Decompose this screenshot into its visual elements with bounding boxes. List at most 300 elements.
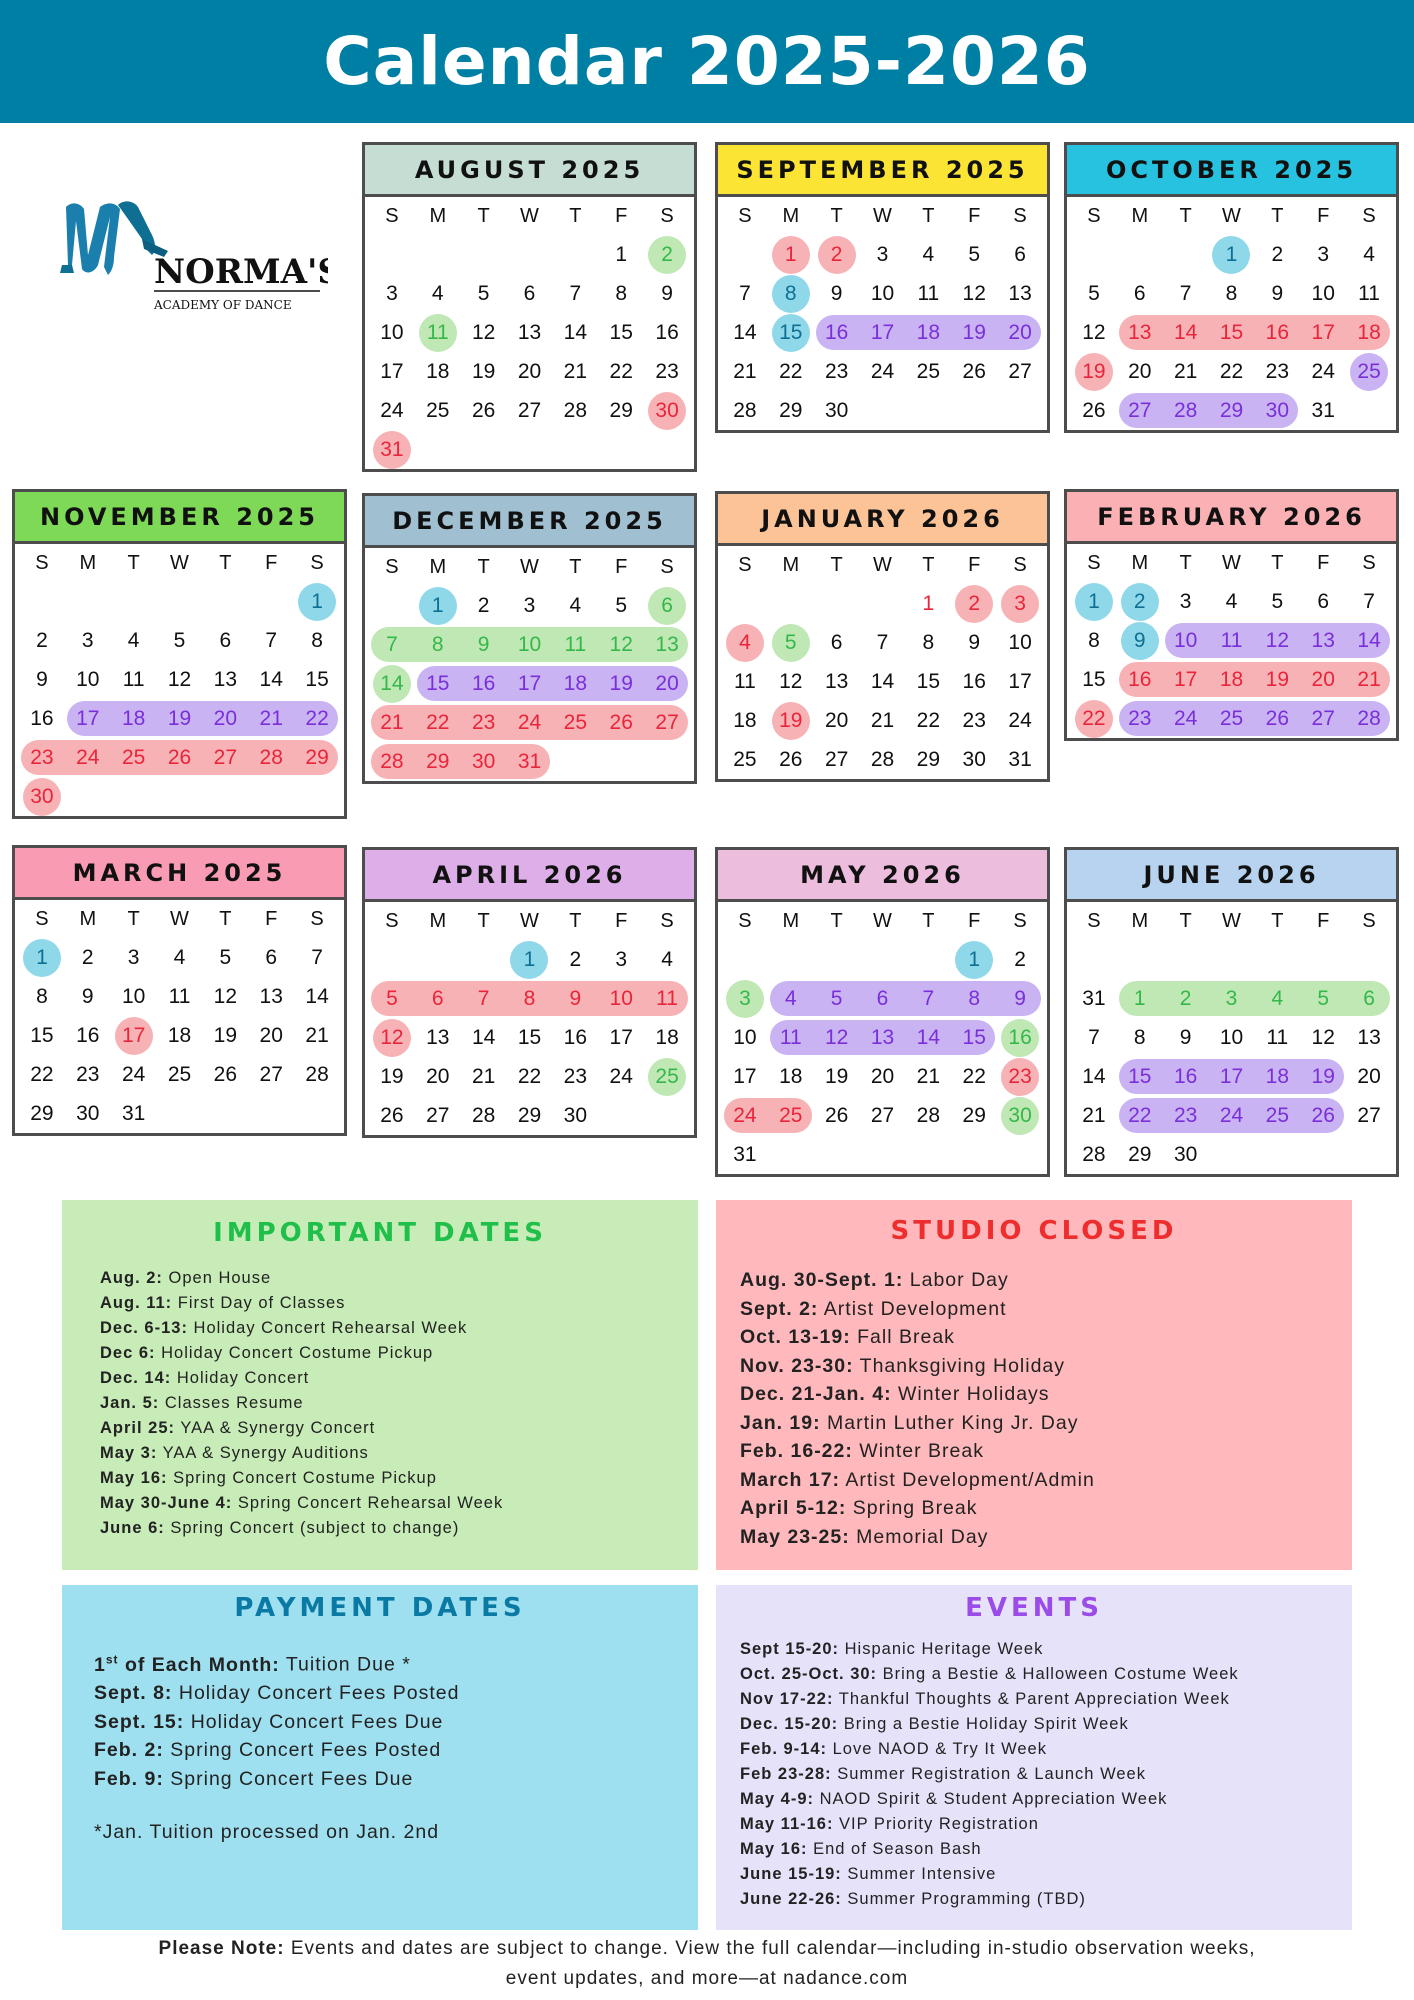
calendar-day: 3 [127, 946, 140, 969]
calendar-day: 18 [733, 709, 757, 732]
weekday-label: T [127, 908, 140, 930]
date-highlight-circle [726, 980, 764, 1018]
calendar-day [415, 940, 461, 979]
calendar-day: 1 [19, 938, 65, 977]
calendar-day: 6 [830, 631, 843, 654]
date-highlight-circle [1121, 622, 1159, 660]
weekday-label: S [310, 552, 324, 574]
calendar-day: 9 [36, 668, 48, 691]
calendar-day: 7 [1179, 282, 1192, 305]
date-highlight-circle [1075, 700, 1113, 738]
week-row [369, 703, 690, 742]
calendar-day: 24 [121, 1063, 146, 1086]
calendar-day: 3 [1179, 590, 1192, 613]
calendar-day: 31 [1082, 987, 1106, 1010]
calendar-day: 22 [1219, 360, 1244, 383]
calendar-day [1254, 1135, 1300, 1174]
calendar-day: 3 [615, 948, 628, 971]
calendar-day [111, 777, 157, 816]
calendar-day: 25 [916, 360, 941, 383]
weekday-label: W [873, 205, 892, 227]
weekday-label: W [170, 908, 189, 930]
calendar-day: 29 [779, 399, 803, 422]
calendar-day: 6 [219, 629, 232, 652]
calendar-day: 5 [768, 623, 814, 662]
calendar-day: 4 [431, 282, 444, 305]
calendar-day: 28 [1082, 1143, 1106, 1166]
calendar-day: 19 [213, 1024, 238, 1047]
calendar-day: 28 [563, 399, 588, 422]
calendar-day: 22 [779, 360, 803, 383]
week-row [19, 660, 340, 699]
calendar-day: 24 [1311, 360, 1335, 383]
calendar-day: 16 [1173, 1065, 1198, 1088]
weekday-label: S [1013, 205, 1027, 227]
calendar-day: 28 [305, 1063, 329, 1086]
calendar-day: 10 [380, 321, 404, 344]
date-highlight-circle [23, 778, 61, 816]
week-row [1071, 660, 1392, 699]
calendar-day: 28 [870, 748, 895, 771]
calendar-day: 3 [523, 594, 536, 617]
calendar-day: 4 [173, 946, 186, 969]
calendar-day: 29 [962, 1104, 986, 1127]
calendar-day: 13 [517, 321, 542, 344]
weekday-label: S [738, 205, 752, 227]
weekday-label: T [1179, 205, 1192, 227]
calendar-day: 27 [426, 1104, 450, 1127]
month-february-2026 [1064, 489, 1399, 741]
calendar-day: 25 [1219, 707, 1244, 730]
calendar-day: 21 [870, 709, 895, 732]
calendar-day: 12 [369, 1018, 415, 1057]
week-row [1071, 1057, 1392, 1096]
calendar-day: 16 [824, 321, 849, 344]
calendar-day [202, 1094, 248, 1133]
calendar-day: 12 [1311, 1026, 1335, 1049]
weekday-label: F [615, 556, 628, 578]
calendar-day: 30 [824, 399, 849, 422]
calendar-day [248, 582, 294, 621]
weekday-label: W [520, 205, 539, 227]
calendar-day: 1 [1133, 987, 1146, 1010]
calendar-day: 14 [1082, 1065, 1106, 1088]
calendar-day: 26 [380, 1104, 404, 1127]
date-highlight-circle [772, 624, 810, 662]
calendar-day [905, 940, 951, 979]
calendar-day: 15 [1082, 668, 1106, 691]
calendar-day [65, 777, 111, 816]
calendar-day: 12 [167, 668, 192, 691]
calendar-day: 14 [305, 985, 329, 1008]
weekday-label: T [922, 205, 935, 227]
important-dates-title: IMPORTANT DATES [213, 1218, 547, 1248]
calendar-day: 26 [779, 748, 803, 771]
calendar-day: 30 [76, 1102, 100, 1125]
week-row [722, 1096, 1043, 1135]
calendar-day: 20 [259, 1024, 283, 1047]
calendar-day [1346, 391, 1392, 430]
date-highlight-circle [772, 275, 810, 313]
date-highlight-circle [298, 583, 336, 621]
calendar-day [461, 430, 507, 469]
date-highlight-circle [648, 392, 686, 430]
calendar-day [722, 584, 768, 623]
calendar-day: 5 [173, 629, 186, 652]
weekday-label: T [1271, 205, 1284, 227]
calendar-day: 25 [563, 711, 588, 734]
week-row [19, 1094, 340, 1133]
calendar-day: 26 [1082, 399, 1106, 422]
events-panel [716, 1585, 1352, 1930]
calendar-day: 28 [733, 399, 757, 422]
calendar-day [461, 235, 507, 274]
calendar-day: 21 [563, 360, 588, 383]
calendar-day: 20 [655, 672, 679, 695]
calendar-day [248, 777, 294, 816]
calendar-day: 10 [1008, 631, 1032, 654]
calendar-day: 9 [1271, 282, 1284, 305]
calendar-day: 17 [1173, 668, 1198, 691]
date-highlight-circle [648, 1058, 686, 1096]
calendar-day: 11 [1266, 1026, 1289, 1049]
calendar-day: 30 [471, 750, 496, 773]
calendar-day: 13 [213, 668, 238, 691]
calendar-day: 4 [1363, 243, 1375, 266]
calendar-day: 29 [517, 1104, 542, 1127]
weekday-label: T [922, 910, 935, 932]
calendar-day: 2 [1179, 987, 1192, 1010]
calendar-day: 19 [768, 701, 814, 740]
calendar-day [1300, 940, 1346, 979]
weekday-label: S [660, 910, 674, 932]
date-highlight-circle [1075, 583, 1113, 621]
calendar-day: 11 [122, 668, 145, 691]
week-row [722, 979, 1043, 1018]
calendar-day: 25 [644, 1057, 690, 1096]
weekday-label: M [782, 554, 800, 576]
calendar-day: 8 [1088, 629, 1100, 652]
calendar-day: 30 [1173, 1143, 1198, 1166]
calendar-day: 23 [997, 1057, 1043, 1096]
weekday-label: M [79, 552, 97, 574]
weekday-label: F [968, 205, 981, 227]
calendar-day: 24 [609, 1065, 633, 1088]
calendar-day: 8 [311, 629, 323, 652]
calendar-day: 3 [386, 282, 398, 305]
week-row [19, 977, 340, 1016]
important-item: April 25: YAA & Synergy Concert [100, 1419, 376, 1437]
calendar-day: 11 [1220, 629, 1243, 652]
calendar-day: 23 [1128, 707, 1152, 730]
calendar-day: 12 [1082, 321, 1106, 344]
weekday-label: T [477, 205, 490, 227]
calendar-day: 9 [830, 282, 843, 305]
events-item: June 22-26: Summer Programming (TBD) [740, 1890, 1086, 1908]
date-highlight-circle [772, 236, 810, 274]
calendar-day [860, 940, 906, 979]
weekday-label: W [520, 556, 539, 578]
calendar-day: 9 [1179, 1026, 1192, 1049]
calendar-day: 3 [876, 243, 889, 266]
week-row [1071, 1135, 1392, 1174]
calendar-day: 26 [213, 1063, 238, 1086]
payment-item: Feb. 9: Spring Concert Fees Due [94, 1767, 414, 1790]
closed-item: March 17: Artist Development/Admin [740, 1468, 1095, 1491]
week-row [1071, 582, 1392, 621]
calendar-day: 8 [36, 985, 48, 1008]
date-highlight-circle [955, 585, 993, 623]
calendar-day: 6 [431, 987, 444, 1010]
logo-name: NORMA'S [154, 252, 328, 292]
calendar-day [1163, 235, 1209, 274]
events-title: EVENTS [965, 1593, 1103, 1623]
important-item: May 3: YAA & Synergy Auditions [100, 1444, 369, 1462]
calendar-day [507, 430, 553, 469]
month-may-2026 [715, 847, 1050, 1177]
calendar-day: 15 [768, 313, 814, 352]
weekday-label: S [738, 910, 752, 932]
week-row [1071, 621, 1392, 660]
calendar-day: 13 [824, 670, 849, 693]
calendar-day: 28 [259, 746, 283, 769]
week-row [1071, 274, 1392, 313]
weekday-label: M [1131, 910, 1149, 932]
calendar-day: 29 [1128, 1143, 1152, 1166]
weekday-label: T [830, 205, 843, 227]
calendar-day: 2 [644, 235, 690, 274]
calendar-day: 31 [733, 1143, 757, 1166]
calendar-day: 15 [916, 670, 941, 693]
payment-item: Feb. 2: Spring Concert Fees Posted [94, 1739, 442, 1761]
week-row [369, 1096, 690, 1135]
weekday-label: S [1013, 554, 1027, 576]
weekday-label: W [1222, 910, 1241, 932]
date-highlight-circle [1121, 583, 1159, 621]
calendar-day: 27 [1008, 360, 1032, 383]
calendar-day: 24 [870, 360, 895, 383]
calendar-day: 5 [1317, 987, 1330, 1010]
month-august-2025 [362, 142, 697, 472]
footer-text: Events and dates are subject to change. View the full calendar—including in-studio observation weeks, event updates, and more—at nadance.com [284, 1938, 1256, 1989]
week-row [722, 391, 1043, 430]
calendar-day: 13 [1008, 282, 1032, 305]
date-highlight-circle [648, 587, 686, 625]
calendar-day [1071, 235, 1117, 274]
calendar-day: 14 [563, 321, 588, 344]
weekday-label: F [615, 910, 628, 932]
week-row [1071, 979, 1392, 1018]
events-item: June 15-19: Summer Intensive [740, 1865, 997, 1883]
page-title: Calendar 2025-2026 [323, 23, 1091, 100]
calendar-day: 2 [1271, 243, 1284, 266]
weekday-label: S [35, 552, 49, 574]
date-highlight-circle [955, 941, 993, 979]
events-item: May 11-16: VIP Priority Registration [740, 1815, 1039, 1833]
week-row [1071, 313, 1392, 352]
date-highlight-circle [419, 587, 457, 625]
date-highlight-circle [373, 1019, 411, 1057]
week-row [722, 662, 1043, 701]
month-october-2025 [1064, 142, 1399, 433]
payment-item: 1st of Each Month: Tuition Due * [94, 1652, 411, 1676]
calendar-day: 23 [962, 709, 986, 732]
calendar-day: 28 [471, 1104, 496, 1127]
calendar-day [369, 586, 415, 625]
calendar-day [814, 584, 860, 623]
calendar-day: 15 [30, 1024, 54, 1047]
calendar-day [598, 1096, 644, 1135]
calendar-day: 17 [76, 707, 100, 730]
calendar-day: 17 [870, 321, 895, 344]
closed-item: April 5-12: Spring Break [740, 1497, 978, 1519]
calendar-day [1209, 940, 1255, 979]
calendar-day [644, 1096, 690, 1135]
weekday-label: T [1179, 552, 1192, 574]
calendar-day: 18 [426, 360, 450, 383]
weekday-label: T [569, 556, 582, 578]
calendar-day: 3 [722, 979, 768, 1018]
calendar-day: 5 [477, 282, 490, 305]
calendar-day: 21 [1173, 360, 1198, 383]
calendar-day: 8 [768, 274, 814, 313]
month-september-2025 [715, 142, 1050, 433]
calendar-day: 18 [1219, 668, 1244, 691]
calendar-day: 6 [265, 946, 278, 969]
calendar-day: 25 [1265, 1104, 1290, 1127]
calendar-day [644, 742, 690, 781]
week-row [369, 586, 690, 625]
calendar-day: 3 [81, 629, 94, 652]
month-november-2025 [12, 489, 347, 819]
calendar-day: 10 [517, 633, 542, 656]
weekday-label: T [477, 556, 490, 578]
closed-item: Oct. 13-19: Fall Break [740, 1326, 955, 1348]
calendar-day: 30 [1265, 399, 1290, 422]
calendar-day: 1 [415, 586, 461, 625]
month-title: OCTOBER 2025 [1067, 145, 1396, 197]
calendar-day: 11 [779, 1026, 802, 1049]
calendar-day: 18 [655, 1026, 679, 1049]
month-title: FEBRUARY 2026 [1067, 492, 1396, 544]
calendar-day: 21 [916, 1065, 941, 1088]
calendar-day: 19 [471, 360, 496, 383]
week-row [722, 313, 1043, 352]
calendar-day: 25 [121, 746, 146, 769]
week-row [722, 1057, 1043, 1096]
weekday-label: W [873, 554, 892, 576]
calendar-day: 27 [213, 746, 238, 769]
calendar-day: 14 [471, 1026, 496, 1049]
calendar-day: 4 [569, 594, 582, 617]
calendar-day [814, 940, 860, 979]
weekday-label: F [615, 205, 628, 227]
calendar-day: 19 [167, 707, 192, 730]
week-row [369, 664, 690, 703]
calendar-day: 2 [569, 948, 582, 971]
week-row [369, 352, 690, 391]
payment-dates-panel [62, 1585, 698, 1930]
weekday-label: T [830, 554, 843, 576]
calendar-day [768, 1135, 814, 1174]
calendar-day: 14 [1173, 321, 1198, 344]
calendar-day: 30 [563, 1104, 588, 1127]
calendar-day: 19 [380, 1065, 404, 1088]
calendar-day: 8 [968, 987, 981, 1010]
studio-closed-panel [716, 1200, 1352, 1570]
date-highlight-circle [818, 236, 856, 274]
calendar-day: 1 [768, 235, 814, 274]
calendar-day: 2 [36, 629, 48, 652]
date-highlight-circle [510, 941, 548, 979]
calendar-day: 18 [1357, 321, 1381, 344]
month-march-2025 [12, 845, 347, 1136]
calendar-day: 4 [784, 987, 797, 1010]
calendar-day: 16 [471, 672, 496, 695]
week-row [369, 1057, 690, 1096]
calendar-day: 22 [962, 1065, 986, 1088]
date-highlight-circle [772, 702, 810, 740]
important-item: Aug. 11: First Day of Classes [100, 1294, 346, 1312]
calendar-day [1346, 940, 1392, 979]
calendar-day: 20 [1357, 1065, 1381, 1088]
weekday-label: T [127, 552, 140, 574]
month-title: DECEMBER 2025 [365, 496, 694, 548]
calendar-day [202, 582, 248, 621]
calendar-day [1300, 1135, 1346, 1174]
calendar-day [1117, 940, 1163, 979]
weekday-label: S [660, 205, 674, 227]
weekday-label: F [265, 908, 278, 930]
week-row [722, 352, 1043, 391]
calendar-day [997, 1135, 1043, 1174]
calendar-day: 12 [779, 670, 803, 693]
calendar-day: 7 [922, 987, 935, 1010]
calendar-day [369, 235, 415, 274]
calendar-day: 18 [563, 672, 588, 695]
calendar-day: 20 [870, 1065, 895, 1088]
calendar-day: 28 [1173, 399, 1198, 422]
calendar-day: 25 [426, 399, 450, 422]
calendar-day [860, 1135, 906, 1174]
calendar-day: 13 [426, 1026, 450, 1049]
calendar-day: 26 [1311, 1104, 1335, 1127]
events-item: Dec. 15-20: Bring a Bestie Holiday Spirit Week [740, 1715, 1129, 1733]
calendar-day: 15 [305, 668, 329, 691]
calendar-day: 26 [962, 360, 986, 383]
week-row [722, 235, 1043, 274]
closed-item: Feb. 16-22: Winter Break [740, 1440, 984, 1462]
calendar-day: 4 [922, 243, 935, 266]
calendar-day: 14 [870, 670, 895, 693]
calendar-day: 14 [259, 668, 283, 691]
calendar-day: 23 [655, 360, 679, 383]
calendar-day: 12 [213, 985, 238, 1008]
events-item: Nov 17-22: Thankful Thoughts & Parent Appreciation Week [740, 1690, 1230, 1708]
weekday-label: S [385, 556, 399, 578]
calendar-day: 27 [259, 1063, 283, 1086]
calendar-day: 7 [569, 282, 582, 305]
calendar-day: 22 [305, 707, 329, 730]
calendar-day: 22 [517, 1065, 542, 1088]
calendar-day: 1 [922, 592, 935, 615]
weekday-label: T [830, 910, 843, 932]
weekday-label: M [1131, 552, 1149, 574]
calendar-day: 5 [219, 946, 232, 969]
calendar-day: 22 [426, 711, 450, 734]
calendar-day: 29 [609, 399, 633, 422]
calendar-day [951, 1135, 997, 1174]
